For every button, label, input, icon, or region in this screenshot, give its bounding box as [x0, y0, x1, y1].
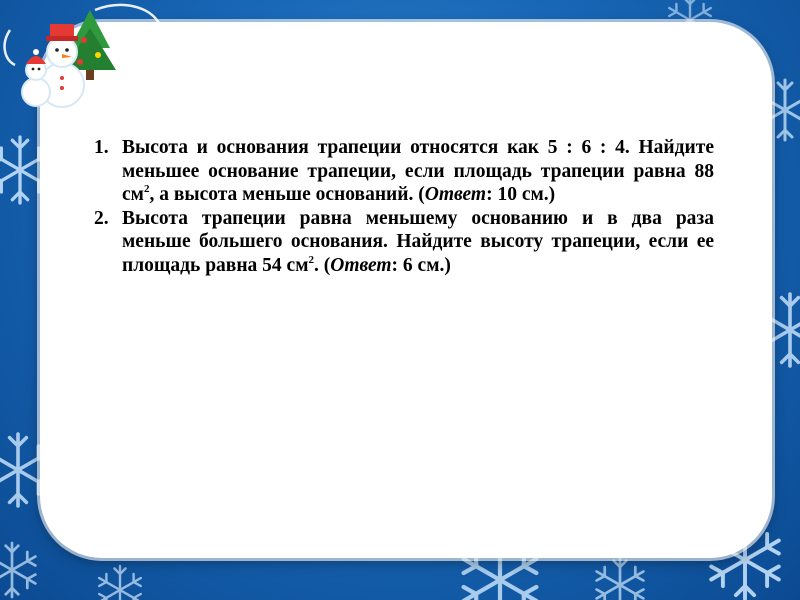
snowflake-icon — [597, 558, 644, 600]
snowflake-icon — [99, 566, 141, 600]
task-text: Высота и основания трапеции относятся как 5 : 6 : 4. Найдите меньшее основание трапеции, если площадь трапеции равна 88 $см^2$, а высота меньше оснований. (Ответ: 10 см.) — [122, 137, 714, 205]
superscript: 2 — [308, 253, 314, 266]
answer-value: : 10 см.) — [486, 184, 556, 205]
task-1 — [94, 136, 714, 207]
task-list — [94, 136, 714, 277]
task-number: 1. — [94, 137, 109, 158]
content-panel — [40, 22, 772, 558]
superscript: 2 — [143, 183, 150, 195]
task-number: 2. — [94, 207, 109, 229]
answer-label: Ответ — [330, 254, 392, 276]
answer-value: : 6 см.) — [391, 254, 451, 276]
answer-label: Ответ — [424, 184, 487, 205]
task-2 — [94, 207, 714, 278]
snowflake-icon — [0, 543, 35, 597]
task-text: Высота трапеции равна меньшему основанию и в два раза меньше большего основания. Найдите высоту трапеции, если ее площадь равна 54 $см^2$. (Ответ: 6 см.) — [122, 207, 714, 276]
